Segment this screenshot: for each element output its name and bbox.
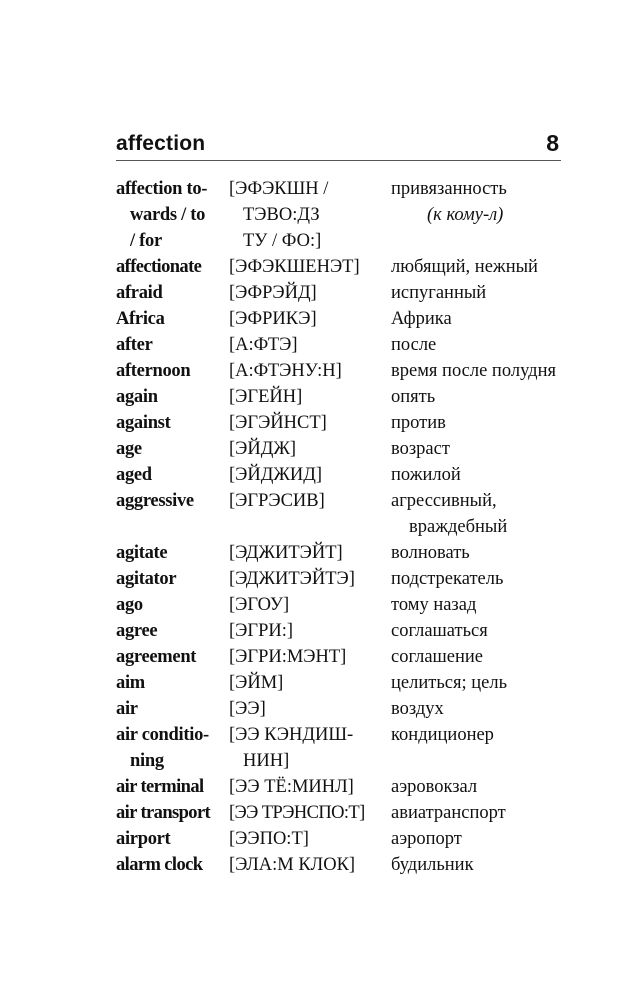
term-line: ning — [130, 751, 164, 771]
entry-term: against — [116, 413, 171, 433]
entry-translation: время после полудня — [391, 361, 556, 381]
trans-line: привязанность — [391, 179, 507, 199]
entry-term: affectionate — [116, 257, 202, 277]
entry-pronunciation: [ЭЭПО:Т] — [229, 829, 309, 849]
entry-aim — [116, 670, 576, 696]
entry-term: air terminal — [116, 777, 204, 797]
entry-agitate — [116, 540, 576, 566]
trans-line: агрессивный, — [391, 491, 497, 511]
entry-pronunciation — [229, 722, 391, 774]
term-line: affection to- — [116, 179, 208, 199]
entry-pronunciation: [ЭДЖИТЭЙТ] — [229, 543, 343, 563]
entry-term: age — [116, 439, 142, 459]
entry-pronunciation: [А:ФТЭ] — [229, 335, 298, 355]
page-header — [116, 128, 561, 161]
pron-line: ТУ / ФО:] — [243, 231, 322, 251]
entry-translation: после — [391, 335, 437, 355]
entry-term: aggressive — [116, 491, 194, 511]
entry-africa — [116, 306, 576, 332]
entry-translation: опять — [391, 387, 436, 407]
entry-term: agitator — [116, 569, 177, 589]
pron-line: [ЭЭ КЭНДИШ- — [229, 725, 354, 745]
entry-term: air transport — [116, 803, 211, 823]
pron-line: НИН] — [243, 751, 290, 771]
entry-against — [116, 410, 576, 436]
entry-airport — [116, 826, 576, 852]
entry-term: agreement — [116, 647, 197, 667]
entry-term: after — [116, 335, 153, 355]
entry-translation: кондиционер — [391, 725, 494, 745]
entry-ago — [116, 592, 576, 618]
entry-air-terminal — [116, 774, 576, 800]
entry-translation: волновать — [391, 543, 470, 563]
trans-line: враждебный — [409, 517, 508, 537]
entry-term: agitate — [116, 543, 168, 563]
trans-line — [391, 202, 576, 228]
entry-pronunciation: [ЭЭ ТРЭНСПО:Т] — [229, 803, 365, 823]
term-line: / for — [130, 231, 162, 251]
entry-air-transport — [116, 800, 576, 826]
entry-pronunciation: [ЭДЖИТЭЙТЭ] — [229, 569, 355, 589]
entry-alarm-clock — [116, 852, 576, 878]
pron-line: [ЭФЭКШН / — [229, 179, 329, 199]
entry-pronunciation: [ЭГЕЙН] — [229, 387, 303, 407]
entry-air — [116, 696, 576, 722]
entry-aged — [116, 462, 576, 488]
entry-translation: авиатранспорт — [391, 803, 506, 823]
entry-term: again — [116, 387, 158, 407]
entry-pronunciation: [ЭГЭЙНСТ] — [229, 413, 327, 433]
entry-translation: возраст — [391, 439, 450, 459]
trans-italic: (к кому-л) — [427, 205, 504, 225]
entry-term: ago — [116, 595, 143, 615]
page-number: 8 — [546, 130, 559, 156]
entry-again — [116, 384, 576, 410]
entry-translation: против — [391, 413, 446, 433]
header-word: affection — [116, 132, 206, 155]
entry-affectionate — [116, 254, 576, 280]
entry-pronunciation: [ЭЭ ТЁ:МИНЛ] — [229, 777, 354, 797]
entry-term: afraid — [116, 283, 163, 303]
entry-translation — [391, 176, 576, 254]
entry-pronunciation: [ЭГОУ] — [229, 595, 290, 615]
entry-pronunciation: [ЭЙДЖ] — [229, 439, 297, 459]
pron-line: ТЭВО:ДЗ — [243, 205, 320, 225]
entry-agreement — [116, 644, 576, 670]
entry-afternoon — [116, 358, 576, 384]
entry-translation: аэровокзал — [391, 777, 478, 797]
entry-translation: тому назад — [391, 595, 477, 615]
entry-pronunciation: [ЭГРИ:МЭНТ] — [229, 647, 347, 667]
entry-aggressive — [116, 488, 576, 540]
entry-pronunciation: [ЭЙМ] — [229, 673, 284, 693]
entry-after — [116, 332, 576, 358]
dictionary-entries — [116, 176, 576, 878]
entry-pronunciation: [ЭЛА:М КЛОК] — [229, 855, 356, 875]
entry-term: alarm clock — [116, 855, 203, 875]
entry-affection-towards — [116, 176, 576, 254]
entry-pronunciation: [ЭФРЭЙД] — [229, 283, 317, 303]
entry-afraid — [116, 280, 576, 306]
entry-term: air — [116, 699, 138, 719]
entry-translation: пожилой — [391, 465, 461, 485]
entry-term: afternoon — [116, 361, 191, 381]
entry-air-conditioning — [116, 722, 576, 774]
entry-pronunciation: [ЭГРЭСИВ] — [229, 491, 325, 511]
entry-agitator — [116, 566, 576, 592]
entry-pronunciation: [ЭФЭКШЕНЭТ] — [229, 257, 360, 277]
entry-term: agree — [116, 621, 158, 641]
term-line: wards / to — [130, 205, 206, 225]
entry-translation: воздух — [391, 699, 444, 719]
entry-translation: любящий, нежный — [391, 257, 538, 277]
entry-term: airport — [116, 829, 171, 849]
entry-term — [116, 176, 229, 254]
entry-translation: целиться; цель — [391, 673, 508, 693]
entry-pronunciation: [ЭЭ] — [229, 699, 266, 719]
entry-age — [116, 436, 576, 462]
entry-translation: будильник — [391, 855, 474, 875]
entry-translation: соглашение — [391, 647, 484, 667]
entry-pronunciation: [ЭГРИ:] — [229, 621, 294, 641]
entry-term — [116, 722, 229, 774]
entry-pronunciation: [ЭЙДЖИД] — [229, 465, 323, 485]
entry-pronunciation — [229, 176, 391, 254]
entry-translation: аэропорт — [391, 829, 462, 849]
entry-translation — [391, 488, 576, 540]
entry-translation: подстрекатель — [391, 569, 504, 589]
entry-agree — [116, 618, 576, 644]
entry-pronunciation: [ЭФРИКЭ] — [229, 309, 317, 329]
entry-term: Africa — [116, 309, 165, 329]
entry-term: aim — [116, 673, 145, 693]
term-line: air conditio- — [116, 725, 209, 745]
entry-translation: Африка — [391, 309, 452, 329]
entry-pronunciation: [А:ФТЭНУ:Н] — [229, 361, 342, 381]
entry-term: aged — [116, 465, 152, 485]
entry-translation: испуганный — [391, 283, 487, 303]
entry-translation: соглашаться — [391, 621, 488, 641]
